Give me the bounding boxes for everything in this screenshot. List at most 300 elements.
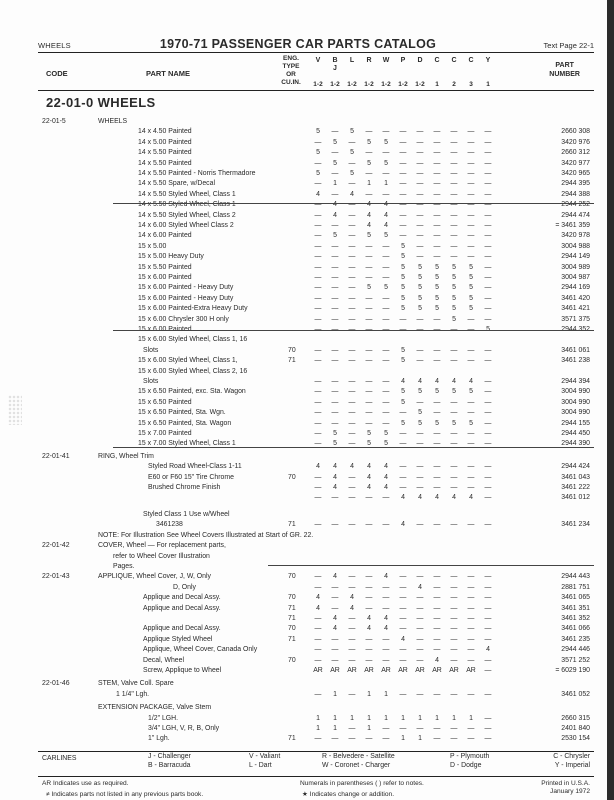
row-qty-cell: — (484, 667, 492, 675)
row-code: 22-01-42 (42, 542, 70, 550)
row-qty-cell: 5 (333, 232, 337, 240)
row-qty-cell: 5 (469, 419, 473, 427)
row-qty-cell: — (433, 521, 441, 529)
row-qty-cell: — (365, 656, 373, 664)
row-qty-cell: — (467, 149, 475, 157)
row-qty-cell: — (467, 232, 475, 240)
table-row (38, 583, 594, 593)
row-qty-cell: 5 (401, 398, 405, 406)
row-qty-cell: — (484, 274, 492, 281)
row-qty-cell: — (382, 305, 390, 313)
row-qty-cell: — (433, 201, 441, 209)
row-qty-cell: — (331, 326, 339, 333)
row-qty-cell: 5 (418, 409, 422, 417)
row-qty-cell: — (416, 170, 424, 177)
row-qty-cell: — (331, 253, 339, 261)
row-qty-cell: 5 (435, 263, 439, 271)
row-qty-cell: 5 (384, 232, 388, 240)
row-qty-cell: — (450, 242, 458, 250)
table-row (38, 159, 594, 169)
row-qty-cell: 4 (333, 211, 337, 219)
row-qty-cell: — (433, 635, 441, 643)
row-part-name: 15 x 6.50 Painted, Sta. Wagon (138, 419, 232, 427)
row-part-number: 3420 977 (561, 159, 590, 167)
row-qty-cell: — (450, 521, 458, 529)
row-part-name: Pages. (113, 563, 135, 571)
row-part-number: 3571 252 (561, 656, 590, 664)
column-headers (38, 55, 594, 90)
carline-letter-alt: J (333, 65, 337, 72)
row-qty-cell: — (416, 463, 424, 471)
row-part-name: 15 x 6.00 Painted-Extra Heavy Duty (138, 305, 248, 313)
row-qty-cell: — (382, 378, 390, 385)
table-row (38, 572, 594, 582)
row-qty-cell: 4 (367, 463, 371, 471)
row-part-number: 2944 390 (561, 440, 590, 448)
row-part-number: 3461 065 (561, 594, 590, 602)
row-qty-cell: — (433, 222, 441, 229)
row-qty-cell: — (382, 604, 390, 612)
row-qty-cell: — (348, 232, 356, 240)
carline-series: 3 (469, 81, 473, 88)
row-qty-cell: — (331, 521, 339, 529)
row-qty-cell: — (331, 494, 339, 502)
row-qty-cell: — (399, 473, 407, 481)
row-qty-cell: — (416, 159, 424, 167)
row-qty-cell: — (382, 190, 390, 198)
row-qty-cell: 1 (435, 714, 439, 722)
row-qty-cell: — (382, 253, 390, 261)
row-qty-cell: — (365, 315, 373, 323)
row-part-name: 14 x 5.50 Painted (138, 149, 192, 157)
row-qty-cell: — (348, 274, 356, 281)
row-qty-cell: — (433, 159, 441, 167)
row-qty-cell: — (348, 656, 356, 664)
row-qty-cell: 4 (316, 604, 320, 612)
carline-letter: D (417, 57, 423, 64)
row-part-number: 2944 395 (561, 180, 590, 188)
row-qty-cell: — (484, 594, 492, 602)
row-qty-cell: — (365, 635, 373, 643)
row-qty-cell: 5 (452, 263, 456, 271)
legend-item: P - Plymouth (450, 753, 490, 760)
row-qty-cell: — (348, 346, 356, 354)
row-eng-type: 70 (288, 473, 296, 481)
row-qty-cell: 4 (452, 378, 456, 385)
carline-series: 1 (486, 81, 490, 88)
row-qty-cell: — (484, 253, 492, 261)
row-qty-cell: — (331, 263, 339, 271)
row-qty-cell: — (399, 159, 407, 167)
table-row (38, 179, 594, 189)
row-qty-cell: AR (449, 667, 459, 675)
row-qty-cell: AR (347, 667, 357, 675)
row-qty-cell: — (484, 635, 492, 643)
table-row (38, 734, 594, 744)
row-part-number: 2530 154 (561, 735, 590, 743)
row-qty-cell: — (331, 583, 339, 591)
row-part-name: Applique and Decal Assy. (143, 594, 221, 602)
row-qty-cell: — (467, 430, 475, 437)
row-qty-cell: — (314, 473, 322, 481)
row-qty-cell: — (365, 388, 373, 396)
row-qty-cell: — (416, 440, 424, 448)
carline-series: 1-2 (364, 81, 374, 88)
row-qty-cell: 4 (469, 494, 473, 502)
row-part-number: 3004 987 (561, 274, 590, 281)
row-qty-cell: — (382, 521, 390, 529)
table-row (38, 541, 594, 551)
row-part-name: Applique and Decal Assy. (143, 604, 221, 612)
row-qty-cell: 4 (333, 201, 337, 209)
page-title: 1970-71 PASSENGER CAR PARTS CATALOG (159, 37, 437, 51)
row-qty-cell: AR (381, 667, 391, 675)
row-qty-cell: — (450, 583, 458, 591)
row-qty-cell: 1 (333, 180, 337, 188)
row-qty-cell: — (467, 222, 475, 229)
row-qty-cell: — (331, 315, 339, 323)
row-qty-cell: — (450, 232, 458, 240)
row-qty-cell: — (416, 253, 424, 261)
row-qty-cell: — (314, 440, 322, 448)
row-qty-cell: — (365, 378, 373, 385)
row-qty-cell: 4 (316, 463, 320, 471)
row-qty-cell: — (450, 222, 458, 229)
row-qty-cell: — (314, 232, 322, 240)
legend-item: Y - Imperial (554, 762, 590, 769)
row-qty-cell: — (314, 484, 322, 491)
table-row (38, 263, 594, 273)
row-part-number: 2944 155 (561, 419, 590, 427)
row-qty-cell: 5 (333, 430, 337, 437)
row-qty-cell: — (331, 594, 339, 602)
row-part-name: 15 x 6.00 Painted (138, 326, 192, 333)
row-qty-cell: — (382, 170, 390, 177)
row-qty-cell: — (314, 315, 322, 323)
row-part-number: 2944 394 (561, 378, 590, 385)
row-qty-cell: — (382, 274, 390, 281)
carline-letter: V (315, 57, 321, 64)
row-part-name: 15 x 6.00 Styled Wheel, Class 2, 16 (138, 367, 248, 375)
row-qty-cell: — (484, 615, 492, 623)
group-divider (113, 203, 594, 204)
row-qty-cell: — (399, 222, 407, 229)
row-qty-cell: — (314, 494, 322, 502)
row-qty-cell: — (365, 398, 373, 406)
row-qty-cell: — (433, 594, 441, 602)
table-row (38, 452, 594, 462)
row-qty-cell: — (399, 138, 407, 146)
row-qty-cell: 4 (367, 625, 371, 633)
row-qty-cell: — (467, 473, 475, 481)
row-qty-cell: 4 (333, 615, 337, 623)
text-page-label: Text Page 22-1 (543, 41, 594, 50)
row-qty-cell: — (331, 357, 339, 365)
row-qty-cell: 1 (469, 714, 473, 722)
row-part-number: 2401 840 (561, 725, 590, 733)
row-qty-cell: — (433, 615, 441, 623)
row-qty-cell: — (484, 190, 492, 198)
row-qty-cell: 5 (435, 274, 439, 281)
carline-series: 2 (452, 81, 456, 88)
row-qty-cell: — (467, 159, 475, 167)
row-qty-cell: 5 (401, 388, 405, 396)
row-part-number: 3004 990 (561, 398, 590, 406)
row-qty-cell: 4 (333, 573, 337, 581)
table-row (38, 562, 594, 572)
row-part-name: 15 x 5.50 Painted (138, 263, 192, 271)
row-qty-cell: — (433, 690, 441, 698)
row-qty-cell: 1 (367, 725, 371, 733)
row-qty-cell: — (433, 604, 441, 612)
row-eng-type: 70 (288, 656, 296, 664)
row-qty-cell: 4 (316, 190, 320, 198)
row-qty-cell: — (450, 635, 458, 643)
row-qty-cell: 5 (452, 388, 456, 396)
hash-note: ≠ Indicates parts not listed in any previous parts book. (46, 791, 204, 798)
row-qty-cell: — (433, 149, 441, 157)
row-qty-cell: 5 (316, 128, 320, 136)
row-qty-cell: — (382, 398, 390, 406)
row-part-number: 3461 351 (561, 604, 590, 612)
table-row (38, 510, 594, 520)
legend-item: B - Barracuda (148, 762, 191, 769)
row-part-number: 2944 424 (561, 463, 590, 471)
row-qty-cell: — (467, 409, 475, 417)
row-qty-cell: — (450, 190, 458, 198)
row-part-number: = 3461 359 (555, 222, 590, 229)
row-qty-cell: — (467, 253, 475, 261)
row-part-number: 3461 012 (561, 494, 590, 502)
row-qty-cell: — (484, 398, 492, 406)
row-part-name: EXTENSION PACKAGE, Valve Stem (98, 704, 212, 712)
row-qty-cell: — (365, 735, 373, 743)
table-row (38, 190, 594, 200)
row-qty-cell: — (484, 378, 492, 385)
row-qty-cell: — (348, 440, 356, 448)
row-qty-cell: 5 (401, 263, 405, 271)
row-qty-cell: — (433, 484, 441, 491)
row-qty-cell: — (331, 378, 339, 385)
row-qty-cell: 5 (435, 294, 439, 302)
row-qty-cell: 5 (469, 388, 473, 396)
row-qty-cell: — (314, 159, 322, 167)
row-qty-cell: — (450, 357, 458, 365)
column-carline (344, 57, 360, 88)
row-qty-cell: 5 (350, 149, 354, 157)
row-qty-cell: 4 (350, 190, 354, 198)
scan-edge (607, 0, 614, 800)
row-qty-cell: 4 (435, 378, 439, 385)
row-qty-cell: 4 (367, 222, 371, 229)
row-qty-cell: — (416, 201, 424, 209)
row-qty-cell: — (450, 326, 458, 333)
row-qty-cell: — (399, 615, 407, 623)
row-qty-cell: — (450, 409, 458, 417)
row-qty-cell: — (348, 430, 356, 437)
table-row (38, 252, 594, 262)
row-qty-cell: — (348, 201, 356, 209)
row-qty-cell: — (416, 357, 424, 365)
row-qty-cell: — (399, 232, 407, 240)
row-qty-cell: — (433, 190, 441, 198)
row-qty-cell: 5 (401, 253, 405, 261)
row-part-name: 15 x 6.50 Painted, Sta. Wgn. (138, 409, 226, 417)
catalog-page (38, 0, 594, 800)
row-part-name: 3461238 (156, 521, 183, 529)
row-qty-cell: — (450, 398, 458, 406)
row-qty-cell: — (348, 388, 356, 396)
row-qty-cell: — (467, 625, 475, 633)
row-qty-cell: — (314, 242, 322, 250)
row-qty-cell: — (348, 690, 356, 698)
row-code: 22-01-43 (42, 573, 70, 581)
row-qty-cell: — (484, 409, 492, 417)
row-part-name: WHEELS (98, 118, 128, 125)
row-part-name: 14 x 6.00 Painted (138, 232, 192, 240)
row-qty-cell: — (382, 263, 390, 271)
row-part-number: 3420 978 (561, 232, 590, 240)
row-qty-cell: — (467, 190, 475, 198)
row-qty-cell: 5 (384, 284, 388, 292)
row-qty-cell: 5 (469, 263, 473, 271)
row-qty-cell: 4 (418, 378, 422, 385)
row-qty-cell: — (348, 294, 356, 302)
row-qty-cell: — (314, 378, 322, 385)
row-qty-cell: — (467, 463, 475, 471)
column-carline (429, 57, 445, 88)
row-qty-cell: — (399, 625, 407, 633)
row-qty-cell: — (450, 201, 458, 209)
print-date: January 1972 (550, 788, 590, 795)
row-qty-cell: — (365, 646, 373, 654)
row-qty-cell: — (433, 180, 441, 188)
row-part-name: Screw, Applique to Wheel (143, 667, 222, 675)
row-qty-cell: — (331, 409, 339, 417)
row-qty-cell: — (450, 149, 458, 157)
row-qty-cell: 4 (384, 573, 388, 581)
row-qty-cell: — (450, 646, 458, 654)
row-qty-cell: 4 (367, 211, 371, 219)
legend-item: D - Dodge (450, 762, 482, 769)
eng-line: ENG. (283, 55, 299, 62)
row-qty-cell: — (416, 635, 424, 643)
row-part-name: 15 x 6.50 Painted (138, 398, 192, 406)
row-qty-cell: 1 (367, 180, 371, 188)
row-qty-cell: — (365, 357, 373, 365)
row-qty-cell: — (467, 735, 475, 743)
table-row (38, 294, 594, 304)
table-row (38, 483, 594, 493)
row-qty-cell: 5 (418, 274, 422, 281)
row-part-number: 3461 222 (561, 484, 590, 491)
carline-letter: P (400, 57, 406, 64)
table-row (38, 398, 594, 408)
row-qty-cell: 5 (486, 326, 490, 333)
row-part-number: 2881 751 (561, 583, 590, 591)
row-qty-cell: — (331, 242, 339, 250)
row-qty-cell: — (433, 735, 441, 743)
row-qty-cell: — (314, 305, 322, 313)
pn-line: NUMBER (549, 71, 580, 78)
row-part-name: 1 1/4" Lgh. (116, 690, 150, 698)
row-qty-cell: — (433, 170, 441, 177)
row-qty-cell: — (467, 484, 475, 491)
row-qty-cell: — (399, 430, 407, 437)
row-qty-cell: 5 (418, 388, 422, 396)
row-qty-cell: — (467, 180, 475, 188)
row-qty-cell: — (416, 326, 424, 333)
row-qty-cell: — (416, 398, 424, 406)
row-qty-cell: — (416, 573, 424, 581)
row-qty-cell: — (484, 725, 492, 733)
row-qty-cell: — (433, 326, 441, 333)
row-part-number: 2660 315 (561, 714, 590, 722)
row-part-number: 3461 061 (561, 346, 590, 354)
legend-item: L - Dart (249, 762, 272, 769)
eng-line: CU.IN. (281, 79, 301, 86)
row-qty-cell: — (314, 615, 322, 623)
row-qty-cell: — (450, 159, 458, 167)
row-qty-cell: 1 (418, 735, 422, 743)
carline-letter: R (366, 57, 372, 64)
row-qty-cell: 5 (401, 274, 405, 281)
row-qty-cell: — (416, 180, 424, 188)
row-qty-cell: 5 (469, 305, 473, 313)
row-part-number: 2944 169 (561, 284, 590, 292)
row-qty-cell: AR (466, 667, 476, 675)
row-qty-cell: — (331, 170, 339, 177)
row-qty-cell: — (399, 190, 407, 198)
legend-item: R - Belvedere - Satellite (322, 753, 395, 760)
row-qty-cell: — (399, 725, 407, 733)
row-qty-cell: — (348, 583, 356, 591)
row-qty-cell: — (348, 263, 356, 271)
row-qty-cell: — (433, 253, 441, 261)
row-qty-cell: 5 (333, 138, 337, 146)
row-part-name: 15 x 6.00 Styled Wheel, Class 1, 16 (138, 336, 248, 344)
row-qty-cell: — (467, 398, 475, 406)
row-qty-cell: — (467, 326, 475, 333)
row-qty-cell: — (365, 128, 373, 136)
row-part-name: 14 x 6.00 Styled Wheel Class 2 (138, 222, 234, 229)
column-part-number (549, 61, 580, 79)
row-qty-cell: — (484, 463, 492, 471)
row-qty-cell: — (484, 159, 492, 167)
carline-series: 1 (435, 81, 439, 88)
table-row (38, 679, 594, 689)
row-qty-cell: — (399, 409, 407, 417)
row-qty-cell: 5 (367, 440, 371, 448)
row-qty-cell: — (365, 190, 373, 198)
row-qty-cell: — (382, 419, 390, 427)
row-qty-cell: — (399, 604, 407, 612)
row-part-name: Styled Class 1 Use w/Wheel (143, 511, 230, 519)
row-part-name: 15 x 5.00 Heavy Duty (138, 253, 204, 261)
row-qty-cell: — (484, 346, 492, 354)
row-qty-cell: 5 (367, 138, 371, 146)
printed-note: Printed in U.S.A. (541, 780, 590, 787)
group-divider (113, 330, 594, 331)
row-part-number: 2944 446 (561, 646, 590, 654)
row-qty-cell: — (314, 326, 322, 333)
row-part-name: Styled Road Wheel-Class 1-11 (148, 463, 242, 471)
row-qty-cell: — (365, 242, 373, 250)
row-qty-cell: — (399, 128, 407, 136)
row-part-name: 14 x 5.50 Painted (138, 159, 192, 167)
row-qty-cell: — (331, 398, 339, 406)
row-qty-cell: — (433, 357, 441, 365)
